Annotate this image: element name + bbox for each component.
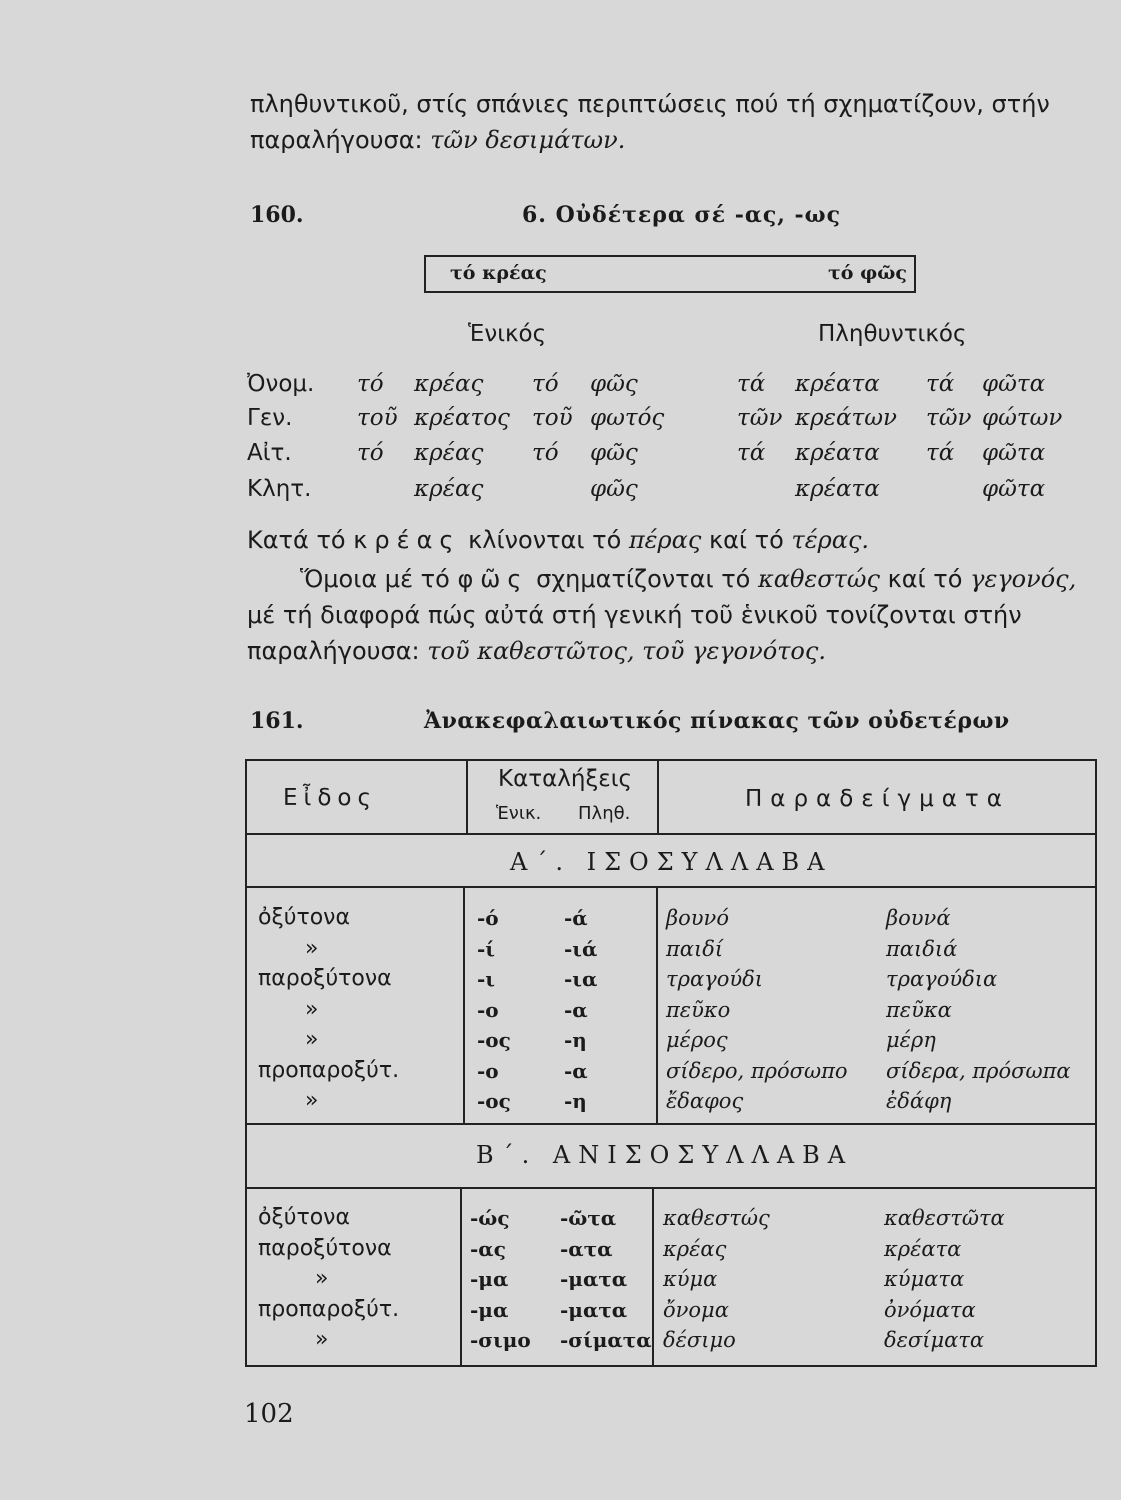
ending-plural: -α bbox=[564, 997, 588, 1022]
row-kind: » bbox=[305, 996, 319, 1022]
page-number: 102 bbox=[244, 1399, 294, 1429]
row-kind: » bbox=[305, 1088, 319, 1113]
table-vline-header-1 bbox=[466, 759, 468, 835]
ending-singular: -ος bbox=[477, 1089, 511, 1113]
example-singular: παιδί bbox=[666, 936, 724, 961]
col-header-kind: Εἶδος bbox=[283, 785, 377, 811]
example-plural: σίδερα, πρόσωπα bbox=[886, 1058, 1071, 1083]
intro-line-1: πληθυντικοῦ, στίς σπάνιες περιπτώσεις πού τή σχηματίζουν, στήν bbox=[250, 90, 1050, 118]
declension-form: τό bbox=[357, 440, 384, 466]
p4-text-a: παραλήγουσα: bbox=[247, 637, 420, 665]
ending-plural: -η bbox=[564, 1089, 587, 1113]
example-singular: μέρος bbox=[666, 1028, 728, 1052]
p2-text-c: σχηματίζονται τό bbox=[536, 565, 751, 593]
p2-spaced-word: φῶς bbox=[457, 565, 529, 593]
example-singular: ἔδαφος bbox=[666, 1089, 744, 1113]
paragraph-line-3: μέ τή διαφορά πώς αὐτά στή γενική τοῦ ἑνικοῦ τονίζονται στήν bbox=[247, 601, 1022, 629]
paragraph-line-2 bbox=[300, 565, 1076, 593]
p2-text-a: Ὅμοια μέ τό bbox=[300, 565, 450, 593]
case-label: Κλητ. bbox=[247, 476, 312, 502]
example-singular: κρέας bbox=[663, 1236, 727, 1261]
declension-form: φώτων bbox=[982, 405, 1063, 431]
example-plural: βουνά bbox=[886, 906, 951, 930]
group-b-heading: Β΄. ΑΝΙΣΟΣΥΛΛΑΒΑ bbox=[476, 1141, 854, 1169]
ending-singular: -ο bbox=[477, 1058, 499, 1083]
table-hline-groupB bbox=[245, 1187, 1097, 1189]
example-plural: ἐδάφη bbox=[886, 1089, 952, 1113]
row-kind: παροξύτονα bbox=[258, 966, 392, 991]
declension-form: τά bbox=[737, 440, 766, 466]
example-plural: μέρη bbox=[886, 1028, 936, 1052]
row-kind: προπαροξύτ. bbox=[258, 1296, 400, 1322]
p2-italic-f: γεγονός, bbox=[970, 565, 1077, 593]
declension-form: κρεάτων bbox=[795, 405, 897, 431]
case-label: Γεν. bbox=[247, 405, 293, 431]
example-singular: ὄνομα bbox=[663, 1297, 729, 1322]
declension-form: φῶτα bbox=[982, 476, 1046, 502]
row-kind: ὀξύτονα bbox=[258, 1205, 350, 1230]
col-header-endings: Καταλήξεις bbox=[498, 766, 632, 792]
row-kind: παροξύτονα bbox=[258, 1235, 392, 1261]
table-hline-header bbox=[245, 833, 1097, 835]
ending-plural: -ά bbox=[564, 906, 588, 930]
declension-form: τά bbox=[926, 371, 955, 397]
declension-form: φῶς bbox=[590, 371, 638, 397]
plural-heading: Πληθυντικός bbox=[818, 321, 967, 347]
row-kind: » bbox=[315, 1327, 329, 1352]
case-label: Ὀνομ. bbox=[247, 371, 315, 397]
ending-plural: -ματα bbox=[560, 1297, 628, 1322]
ending-singular: -μα bbox=[470, 1267, 509, 1291]
intro-line-2-italic: τῶν δεσιμάτων. bbox=[430, 126, 626, 154]
declension-form: τῶν bbox=[737, 405, 783, 431]
example-singular: τραγούδι bbox=[666, 967, 763, 991]
ending-singular: -μα bbox=[470, 1297, 509, 1322]
paradigm-box-right: τό φῶς bbox=[828, 262, 907, 284]
ending-singular: -ο bbox=[477, 997, 499, 1022]
row-kind: » bbox=[315, 1266, 329, 1291]
example-singular: σίδερο, πρόσωπο bbox=[666, 1058, 848, 1083]
example-plural: καθεστῶτα bbox=[884, 1206, 1005, 1230]
example-plural: κύματα bbox=[884, 1267, 965, 1291]
example-plural: ὀνόματα bbox=[884, 1297, 976, 1322]
example-singular: καθεστώς bbox=[663, 1206, 770, 1230]
declension-form: τοῦ bbox=[532, 405, 573, 431]
example-plural: τραγούδια bbox=[886, 967, 998, 991]
paradigm-box-left: τό κρέας bbox=[450, 262, 547, 284]
case-label: Αἰτ. bbox=[247, 440, 292, 466]
table-vline-header-2 bbox=[657, 759, 659, 835]
example-singular: πεῦκο bbox=[666, 997, 731, 1022]
ending-plural: -ματα bbox=[560, 1267, 628, 1291]
intro-line-2 bbox=[250, 126, 625, 154]
p1-italic-f: τέρας. bbox=[791, 526, 870, 554]
table-hline-A-end bbox=[245, 1123, 1097, 1125]
section-161-number: 161. bbox=[250, 708, 304, 734]
ending-plural: -ατα bbox=[560, 1236, 613, 1261]
declension-form: κρέας bbox=[414, 476, 484, 502]
p1-spaced-word: κρέας bbox=[353, 526, 461, 554]
table-vline-B-2 bbox=[652, 1187, 654, 1367]
declension-form: τοῦ bbox=[357, 405, 398, 431]
p1-text-a: Κατά τό bbox=[247, 526, 346, 554]
p2-text-e: καί τό bbox=[887, 565, 963, 593]
declension-form: τά bbox=[926, 440, 955, 466]
declension-form: φῶς bbox=[590, 440, 638, 466]
declension-form: τό bbox=[357, 371, 384, 397]
declension-form: κρέας bbox=[414, 440, 484, 466]
example-singular: δέσιμο bbox=[663, 1328, 736, 1352]
ending-plural: -α bbox=[564, 1058, 588, 1083]
declension-form: φῶτα bbox=[982, 371, 1046, 397]
table-vline-A-1 bbox=[463, 886, 465, 1124]
declension-form: φῶς bbox=[590, 476, 638, 502]
ending-singular: -ό bbox=[477, 906, 499, 930]
example-plural: δεσίματα bbox=[884, 1328, 985, 1352]
ending-singular: -ας bbox=[470, 1236, 506, 1261]
col-header-examples: Παραδείγματα bbox=[745, 786, 1010, 812]
section-161-title: Ἀνακεφαλαιωτικός πίνακας τῶν οὐδετέρων bbox=[424, 708, 1010, 734]
example-singular: βουνό bbox=[666, 906, 729, 930]
intro-line-2-plain: παραλήγουσα: bbox=[250, 126, 423, 154]
p1-italic-d: πέρας bbox=[628, 526, 702, 554]
declension-form: κρέατα bbox=[795, 440, 880, 466]
ending-singular: -ί bbox=[477, 936, 495, 961]
ending-singular: -ι bbox=[477, 967, 495, 991]
example-plural: κρέατα bbox=[884, 1236, 962, 1261]
group-a-heading: Α΄. ΙΣΟΣΥΛΛΑΒΑ bbox=[510, 848, 833, 876]
ending-plural: -η bbox=[564, 1028, 587, 1052]
col-header-plur: Πληθ. bbox=[578, 803, 631, 824]
example-plural: πεῦκα bbox=[886, 997, 952, 1022]
row-kind: ὀξύτονα bbox=[258, 905, 350, 930]
ending-plural: -ια bbox=[564, 967, 598, 991]
ending-singular: -ος bbox=[477, 1028, 511, 1052]
ending-singular: -σιμο bbox=[470, 1328, 531, 1352]
table-vline-A-2 bbox=[656, 886, 658, 1124]
p2-italic-d: καθεστώς bbox=[758, 565, 880, 593]
declension-form: φωτός bbox=[590, 405, 665, 431]
declension-form: τό bbox=[532, 371, 559, 397]
section-160-number: 160. bbox=[250, 202, 304, 228]
col-header-sing: Ἑνικ. bbox=[496, 803, 542, 824]
p4-italic-b: τοῦ καθεστῶτος, τοῦ γεγονότος. bbox=[427, 637, 826, 665]
ending-plural: -ιά bbox=[564, 936, 598, 961]
declension-form: τό bbox=[532, 440, 559, 466]
singular-heading: Ἑνικός bbox=[468, 321, 547, 347]
p1-text-c: κλίνονται τό bbox=[468, 526, 622, 554]
ending-plural: -σίματα bbox=[560, 1328, 652, 1352]
declension-form: κρέατος bbox=[414, 405, 510, 431]
declension-form: τά bbox=[737, 371, 766, 397]
declension-form: τῶν bbox=[926, 405, 972, 431]
p1-text-e: καί τό bbox=[708, 526, 784, 554]
row-kind: » bbox=[305, 1027, 319, 1052]
ending-singular: -ώς bbox=[470, 1206, 510, 1230]
declension-form: κρέατα bbox=[795, 371, 880, 397]
table-vline-B-1 bbox=[460, 1187, 462, 1367]
paragraph-line-1 bbox=[247, 526, 869, 554]
row-kind: » bbox=[305, 935, 319, 961]
section-160-title: 6. Οὐδέτερα σέ -ας, -ως bbox=[522, 202, 842, 228]
example-plural: παιδιά bbox=[886, 936, 958, 961]
declension-form: κρέατα bbox=[795, 476, 880, 502]
table-hline-groupA bbox=[245, 886, 1097, 888]
ending-plural: -ῶτα bbox=[560, 1206, 617, 1230]
example-singular: κύμα bbox=[663, 1267, 718, 1291]
paragraph-line-4 bbox=[247, 637, 826, 665]
declension-form: φῶτα bbox=[982, 440, 1046, 466]
declension-form: κρέας bbox=[414, 371, 484, 397]
row-kind: προπαροξύτ. bbox=[258, 1057, 400, 1083]
